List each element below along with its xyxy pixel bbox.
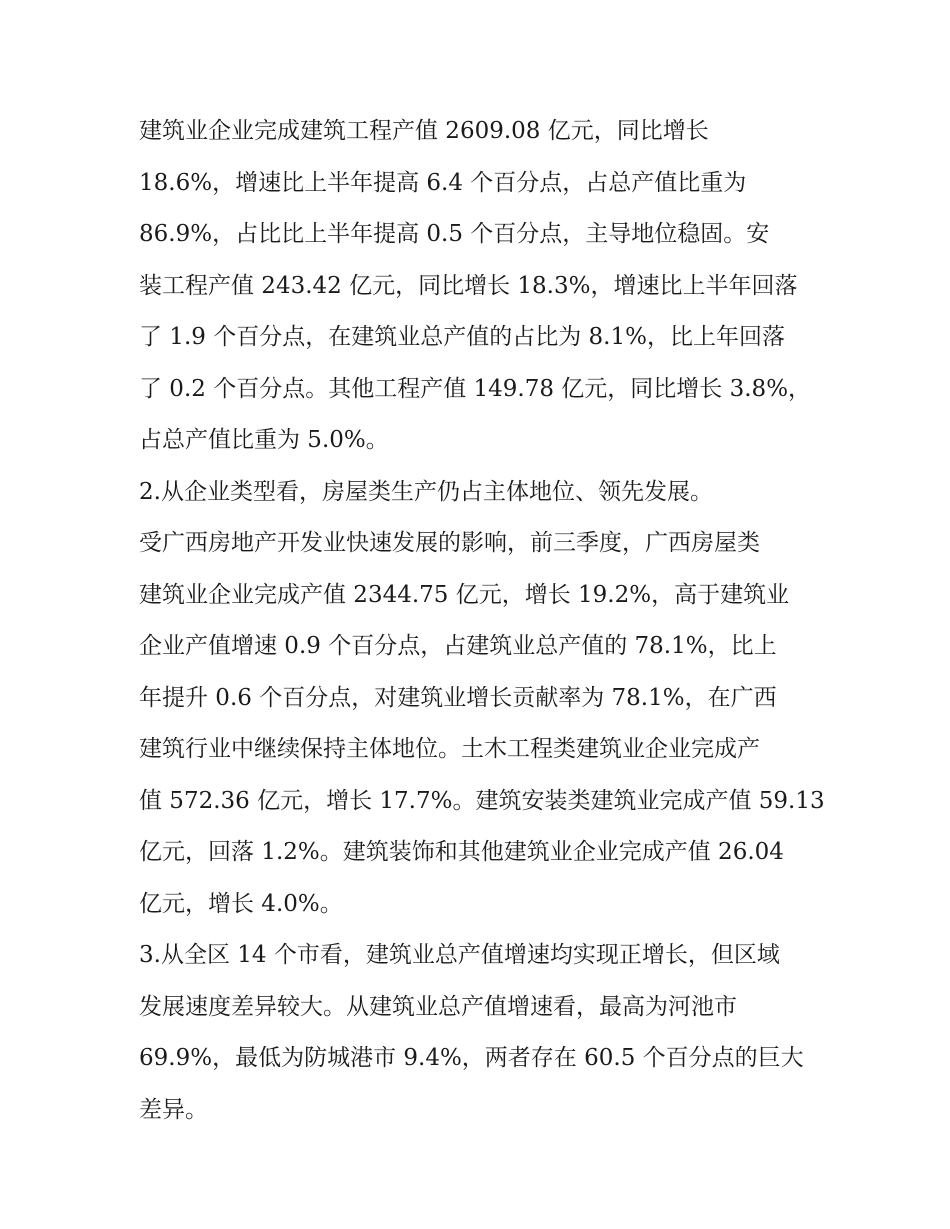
text-line: 差异。 xyxy=(139,1096,208,1123)
text-line: 受广西房地产开发业快速发展的影响，前三季度，广西房屋类 xyxy=(139,530,760,556)
text-line: 年提升 0.6 个百分点，对建筑业增长贡献率为 78.1%，在广西 xyxy=(139,684,777,711)
text-line: 亿元，增长 4.0%。 xyxy=(139,890,343,917)
text-line: 了 0.2 个百分点。其他工程产值 149.78 亿元，同比增长 3.8%， xyxy=(139,375,812,402)
text-line: 值 572.36 亿元，增长 17.7%。建筑安装类建筑业完成产值 59.13 xyxy=(139,787,825,814)
section-heading-2: 2.从企业类型看，房屋类生产仍占主体地位、领先发展。 xyxy=(139,478,713,505)
text-line: 建筑行业中继续保持主体地位。土木工程类建筑业企业完成产 xyxy=(139,736,760,762)
text-line: 18.6%，增速比上半年提高 6.4 个百分点，占总产值比重为 xyxy=(139,169,747,196)
text-line: 装工程产值 243.42 亿元，同比增长 18.3%，增速比上半年回落 xyxy=(139,272,798,299)
text-line: 占总产值比重为 5.0%。 xyxy=(139,427,389,453)
text-line: 86.9%，占比比上半年提高 0.5 个百分点，主导地位稳固。安 xyxy=(139,221,770,247)
section-heading-3: 3.从全区 14 个市看，建筑业总产值增速均实现正增长，但区域 xyxy=(139,942,780,968)
text-line: 亿元，回落 1.2%。建筑装饰和其他建筑业企业完成产值 26.04 xyxy=(139,839,784,865)
text-line: 建筑业企业完成建筑工程产值 2609.08 亿元，同比增长 xyxy=(139,118,709,144)
text-line: 企业产值增速 0.9 个百分点，占建筑业总产值的 78.1%，比上 xyxy=(139,633,777,659)
text-line: 了 1.9 个百分点，在建筑业总产值的占比为 8.1%，比上年回落 xyxy=(139,324,785,350)
text-line: 发展速度差异较大。从建筑业总产值增速看，最高为河池市 xyxy=(139,993,737,1020)
text-line: 69.9%，最低为防城港市 9.4%，两者存在 60.5 个百分点的巨大 xyxy=(139,1045,804,1071)
text-line: 建筑业企业完成产值 2344.75 亿元，增长 19.2%，高于建筑业 xyxy=(139,581,790,608)
document-body xyxy=(139,106,825,1136)
